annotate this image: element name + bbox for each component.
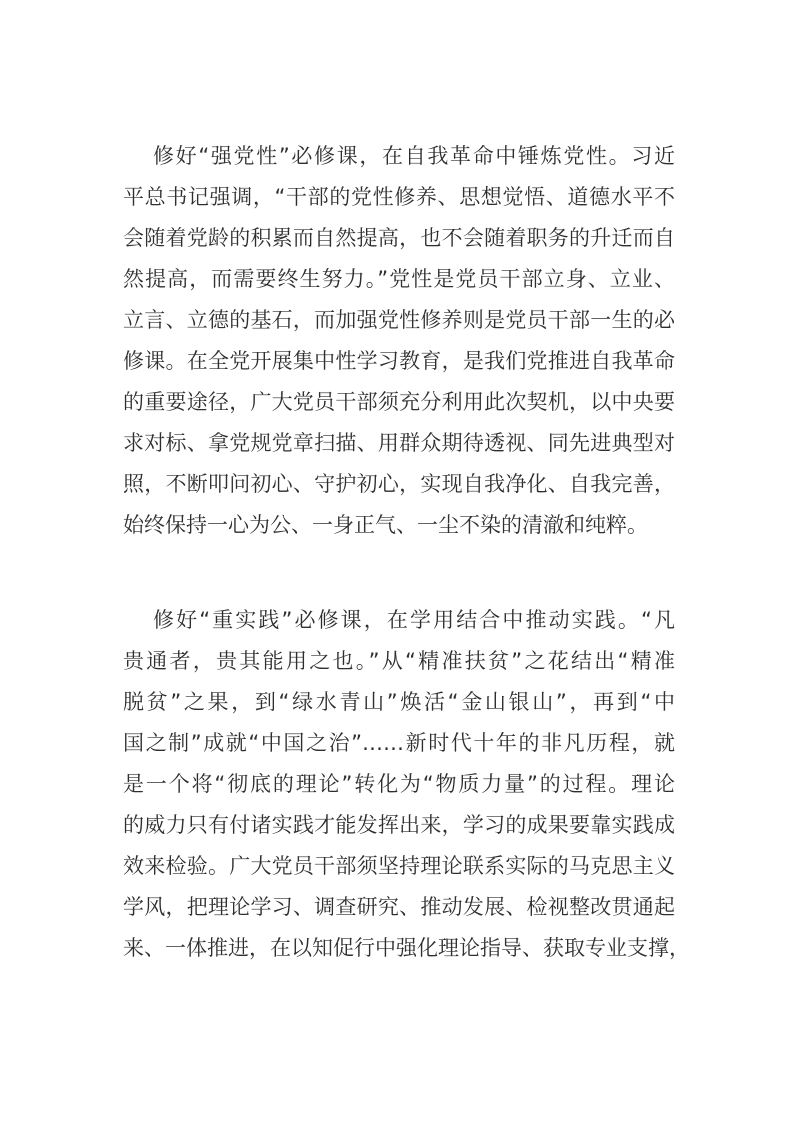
text-line: 的重要途径，广大党员干部须充分利用此次契机，以中央要 xyxy=(123,390,675,414)
text-line: 会随着党龄的积累而自然提高，也不会随着职务的升迁而自 xyxy=(123,226,675,250)
text-line: 效来检验。广大党员干部须坚持理论联系实际的马克思主义 xyxy=(123,854,675,878)
text-line: 修好“强党性”必修课，在自我革命中锤炼党性。习近 xyxy=(153,144,675,168)
text-line: 脱贫”之果，到“绿水青山”焕活“金山银山”，再到“中 xyxy=(123,690,675,714)
text-line: 是一个将“彻底的理论”转化为“物质力量”的过程。理论 xyxy=(123,772,675,796)
text-line: 修好“重实践”必修课，在学用结合中推动实践。“凡 xyxy=(153,608,675,632)
text-line: 修课。在全党开展集中性学习教育，是我们党推进自我革命 xyxy=(123,349,675,373)
text-line: 平总书记强调，“干部的党性修养、思想觉悟、道德水平不 xyxy=(123,185,675,209)
text-line: 求对标、拿党规党章扫描、用群众期待透视、同先进典型对 xyxy=(123,431,675,455)
text-line: 始终保持一心为公、一身正气、一尘不染的清澈和纯粹。 xyxy=(123,513,648,537)
text-line: 的威力只有付诸实践才能发挥出来，学习的成果要靠实践成 xyxy=(123,813,675,837)
text-line: 学风，把理论学习、调查研究、推动发展、检视整改贯通起 xyxy=(123,895,675,919)
text-line: 立言、立德的基石，而加强党性修养则是党员干部一生的必 xyxy=(123,308,675,332)
paragraph-strengthen-party-spirit xyxy=(123,136,675,546)
text-line: 然提高，而需要终生努力。”党性是党员干部立身、立业、 xyxy=(123,267,675,291)
text-line: 贵通者，贵其能用之也。”从“精准扶贫”之花结出“精准 xyxy=(123,649,675,673)
text-line: 国之制”成就“中国之治”……新时代十年的非凡历程，就 xyxy=(123,731,675,755)
text-line: 照，不断叩问初心、守护初心，实现自我净化、自我完善， xyxy=(123,472,675,496)
text-line: 来、一体推进，在以知促行中强化理论指导、获取专业支撑， xyxy=(123,936,690,960)
paragraph-emphasize-practice xyxy=(123,600,690,969)
